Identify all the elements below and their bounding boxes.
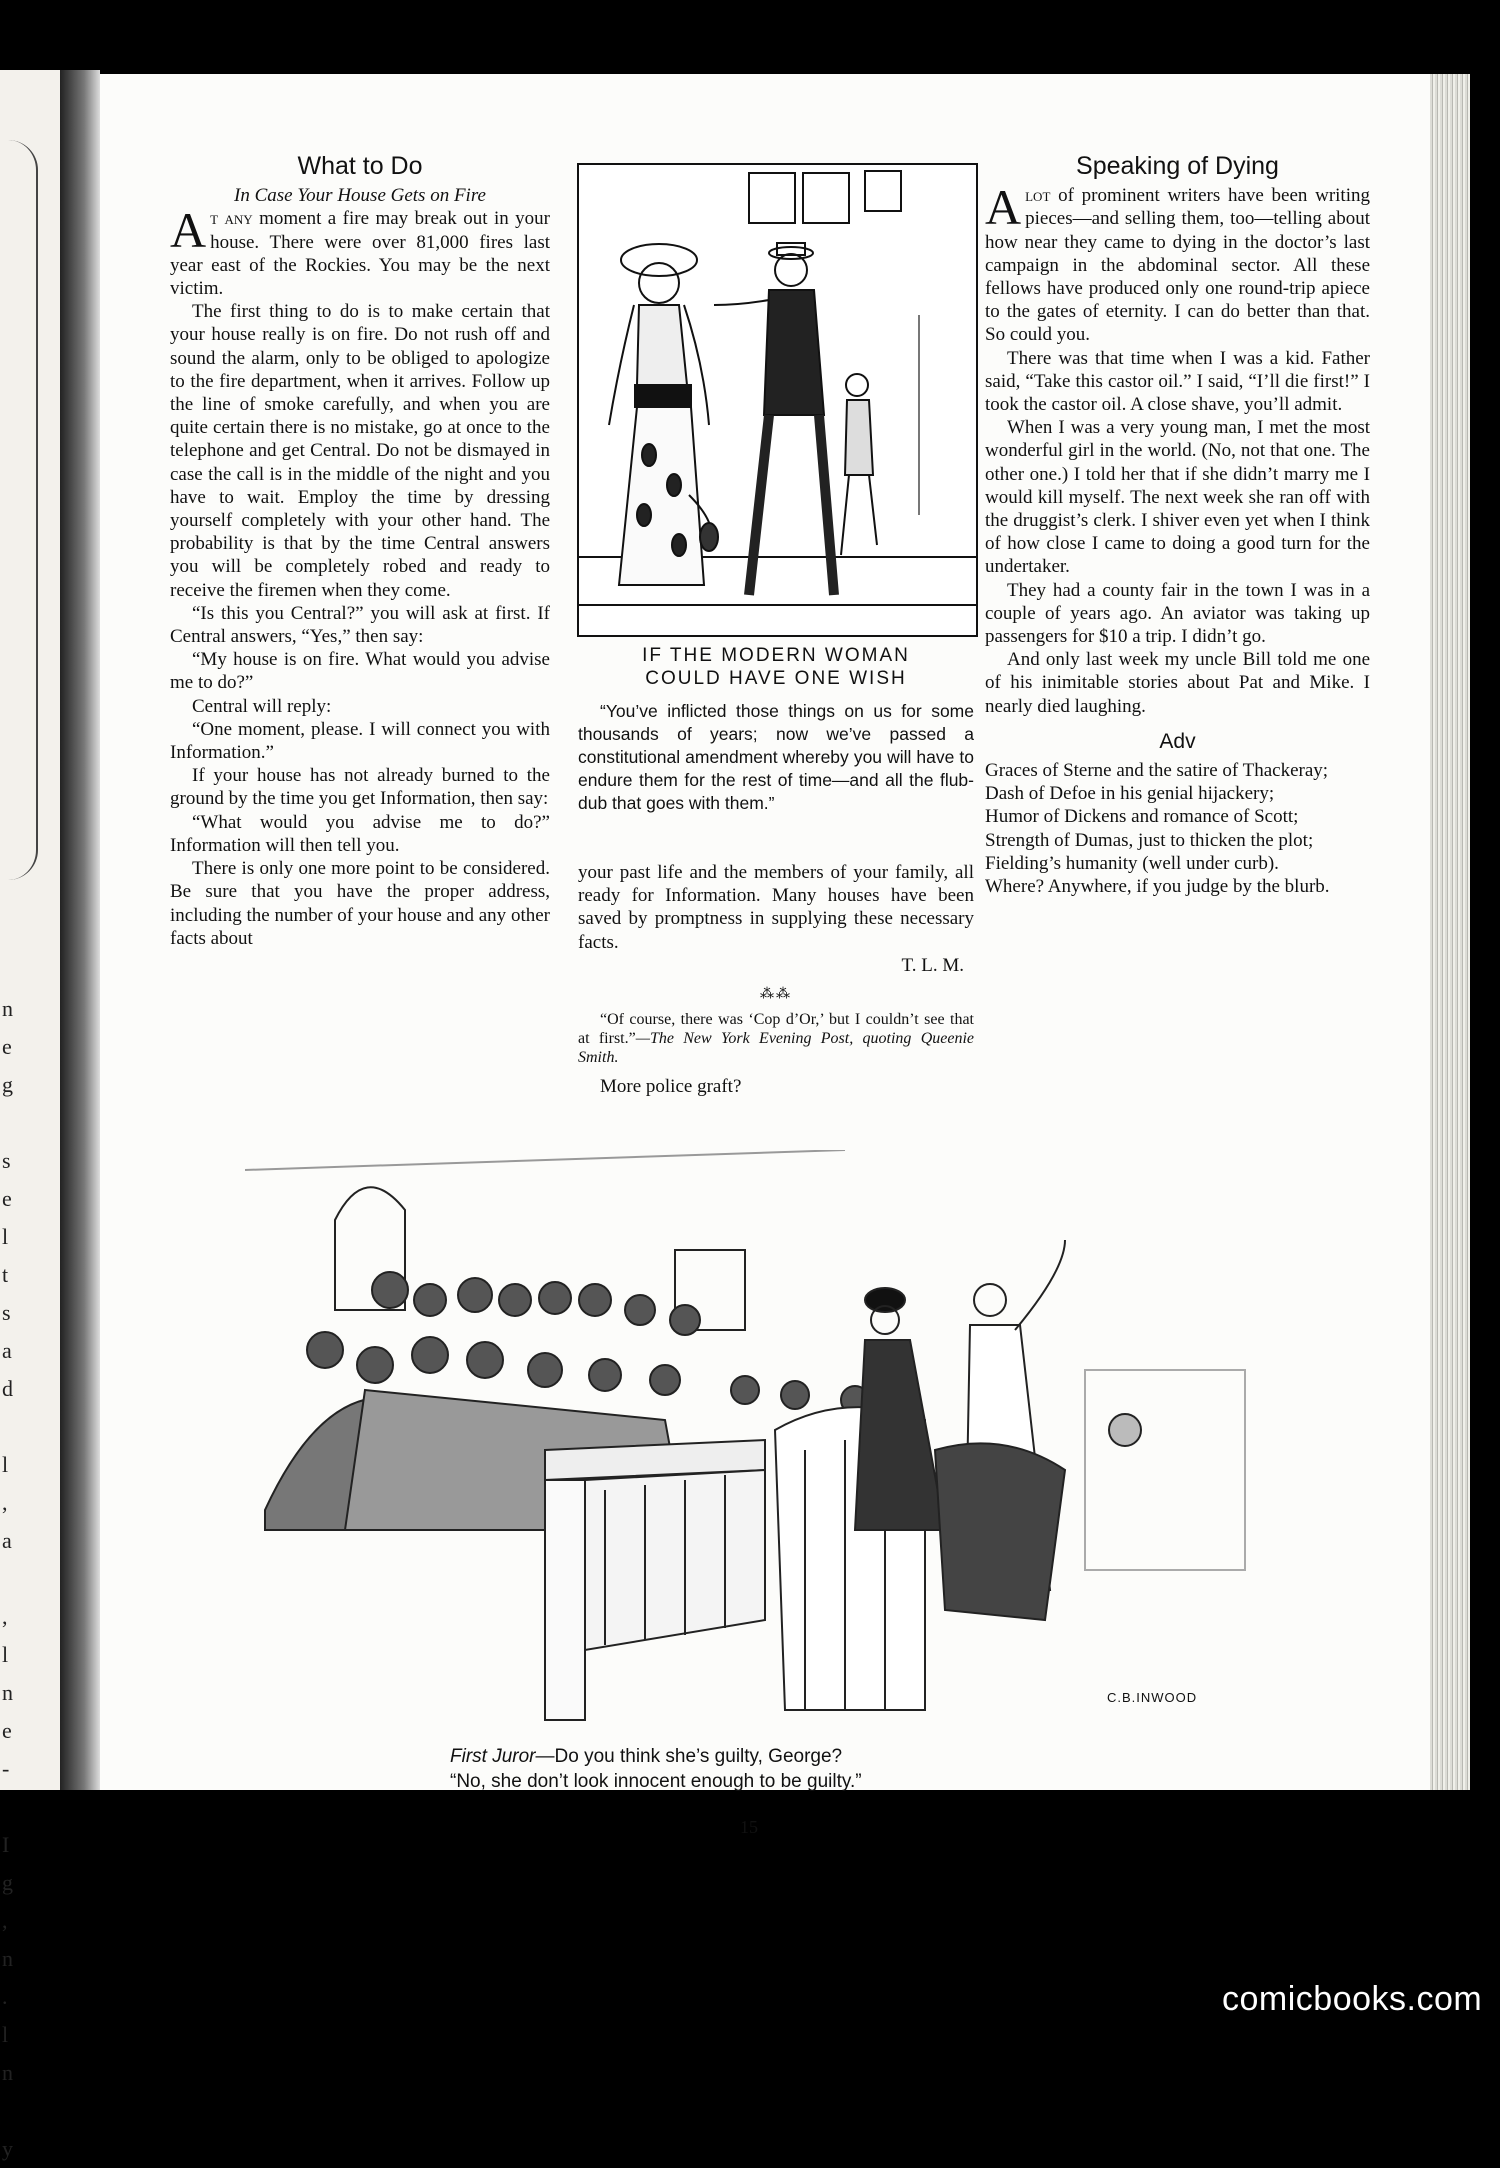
poem-title-adv: Adv xyxy=(1159,729,1196,753)
poem-line: Graces of Sterne and the satire of Thackeray; xyxy=(985,760,1329,782)
right-column xyxy=(985,152,1370,898)
cartoon-caption-text: “You’ve inflicted those things on us for some thousands of years; now we’ve passed a constitutional amendment whereby you will have to endure them for the rest of time—and all the flub-dub that goes with them.” xyxy=(578,701,974,813)
quip-line: More police graft? xyxy=(600,1076,742,1098)
cartoon-caption-jury xyxy=(450,1744,1050,1794)
paragraph: And only last week my uncle Bill told me one of his inimitable stories about Pat and Mike. I nearly died laughing. xyxy=(985,649,1370,717)
author-initials: T. L. M. xyxy=(901,954,964,976)
drop-cap: A xyxy=(170,202,207,259)
drop-cap: A xyxy=(985,179,1022,236)
paragraph: At any moment a fire may break out in your house. There were over 81,000 fires last year east of the Rockies. You may be the next victim. xyxy=(170,202,551,300)
paragraph: They had a county fair in the town I was in a couple of years ago. An aviator was taking up passengers for $10 a trip. I didn’t go. xyxy=(985,579,1370,648)
paragraph: The first thing to do is to make certain that your house really is on fire. Do not rush off and sound the alarm, only to be obliged to apologize to the fire department, when it arrives. Follow up the line of smoke carefully, and when you are quite certain there is no mistake, go at once to the telephone and get Central. Do not be dismayed in case the call is in the middle of the night and you have to wait. Employ the time by dressing yourself completely with your other hand. The probability is that by the time Central answers you will be completely robed and ready to receive the firemen when they come. xyxy=(170,301,550,601)
paragraph: If your house has not already burned to the ground by the time you get Information, then say: xyxy=(170,765,550,810)
paragraph: “My house is on fire. What would you advise me to do?” xyxy=(170,649,550,694)
paragraph: “One moment, please. I will connect you with Information.” xyxy=(170,718,550,764)
poem-line: Strength of Dumas, just to thicken the plot; xyxy=(985,829,1314,851)
speaker-label: First Juror xyxy=(450,1746,536,1767)
paragraph: “What would you advise me to do?” Information will then tell you. xyxy=(170,811,550,856)
paragraph: “Is this you Central?” you will ask at first. If Central answers, “Yes,” then say: xyxy=(170,602,550,648)
courtroom-drawing xyxy=(245,1150,1265,1730)
section-asterism: ⁂⁂ xyxy=(760,987,792,1003)
article-continuation: your past life and the members of your family, all ready for Information. Many houses have been saved by promptness in supplying these necessary facts. xyxy=(578,862,974,953)
book-gutter xyxy=(60,70,100,1790)
article-title-speaking-of-dying: Speaking of Dying xyxy=(1076,152,1279,180)
paragraph: Alot of prominent writers have been writing pieces—and selling them, too—telling about how near they came to dying in the doctor’s last campaign in the abdominal sector. All these fellows have produced only one round-trip apiece to the gates of eternity. I can do better than that. So could you. xyxy=(985,179,1370,346)
caption-line-2: “No, she don’t look innocent enough to be guilty.” xyxy=(450,1771,862,1792)
paragraph: There is only one more point to be considered. Be sure that you have the proper address, including the number of your house and any other facts about xyxy=(170,858,550,949)
poem-adv xyxy=(985,759,1370,898)
page-number: 15 xyxy=(740,1817,758,1837)
cartoon-drawing xyxy=(579,165,976,635)
page-stack-edge xyxy=(1430,74,1470,1790)
paragraph: Central will reply: xyxy=(192,695,332,717)
facing-page-edge xyxy=(0,70,60,2161)
facing-page-text-fragments: n e g s e l t s a d l , a , l n e - I g , n . l n y xyxy=(2,996,13,2161)
paragraph: When I was a very young man, I met the most wonderful girl in the world. (No, not that one. The other one.) I told her that if she didn’t marry me I would kill myself. The next week she ran off with the druggist’s clerk. I shiver even yet when I think of how close I came to doing a good turn for the undertaker. xyxy=(985,417,1370,578)
caption-line-1: First Juror—Do you think she’s guilty, George? xyxy=(450,1746,843,1767)
left-column xyxy=(170,152,551,950)
courtroom-jury-illustration xyxy=(245,1150,1265,1730)
poem-line: Fielding’s humanity (well under curb). xyxy=(985,852,1279,874)
article-subtitle: In Case Your House Gets on Fire xyxy=(234,185,486,207)
cartoon-illustration-modern-woman xyxy=(577,163,978,637)
facing-page-border-ornament xyxy=(2,140,38,880)
artist-signature: C.B.INWOOD xyxy=(1107,1690,1198,1705)
quoted-item: “Of course, there was ‘Cop d’Or,’ but I couldn’t see that at first.”—The New York Evening Post, quoting Queenie Smith. xyxy=(578,1011,974,1067)
cartoon-caption-title-line-1: IF THE MODERN WOMAN xyxy=(642,645,910,666)
cartoon-caption-title-line-2: COULD HAVE ONE WISH xyxy=(645,668,907,689)
poem-line: Dash of Defoe in his genial hijackery; xyxy=(985,783,1275,805)
article-title-what-to-do: What to Do xyxy=(297,152,423,180)
site-watermark: comicbooks.com xyxy=(1222,1980,1483,2018)
middle-column xyxy=(578,644,974,1098)
paragraph: There was that time when I was a kid. Father said, “Take this castor oil.” I said, “I’ll die first!” I took the castor oil. A close shave, you’ll admit. xyxy=(985,347,1370,416)
poem-line: Humor of Dickens and romance of Scott; xyxy=(985,806,1299,828)
poem-line: Where? Anywhere, if you judge by the blurb. xyxy=(985,876,1330,898)
